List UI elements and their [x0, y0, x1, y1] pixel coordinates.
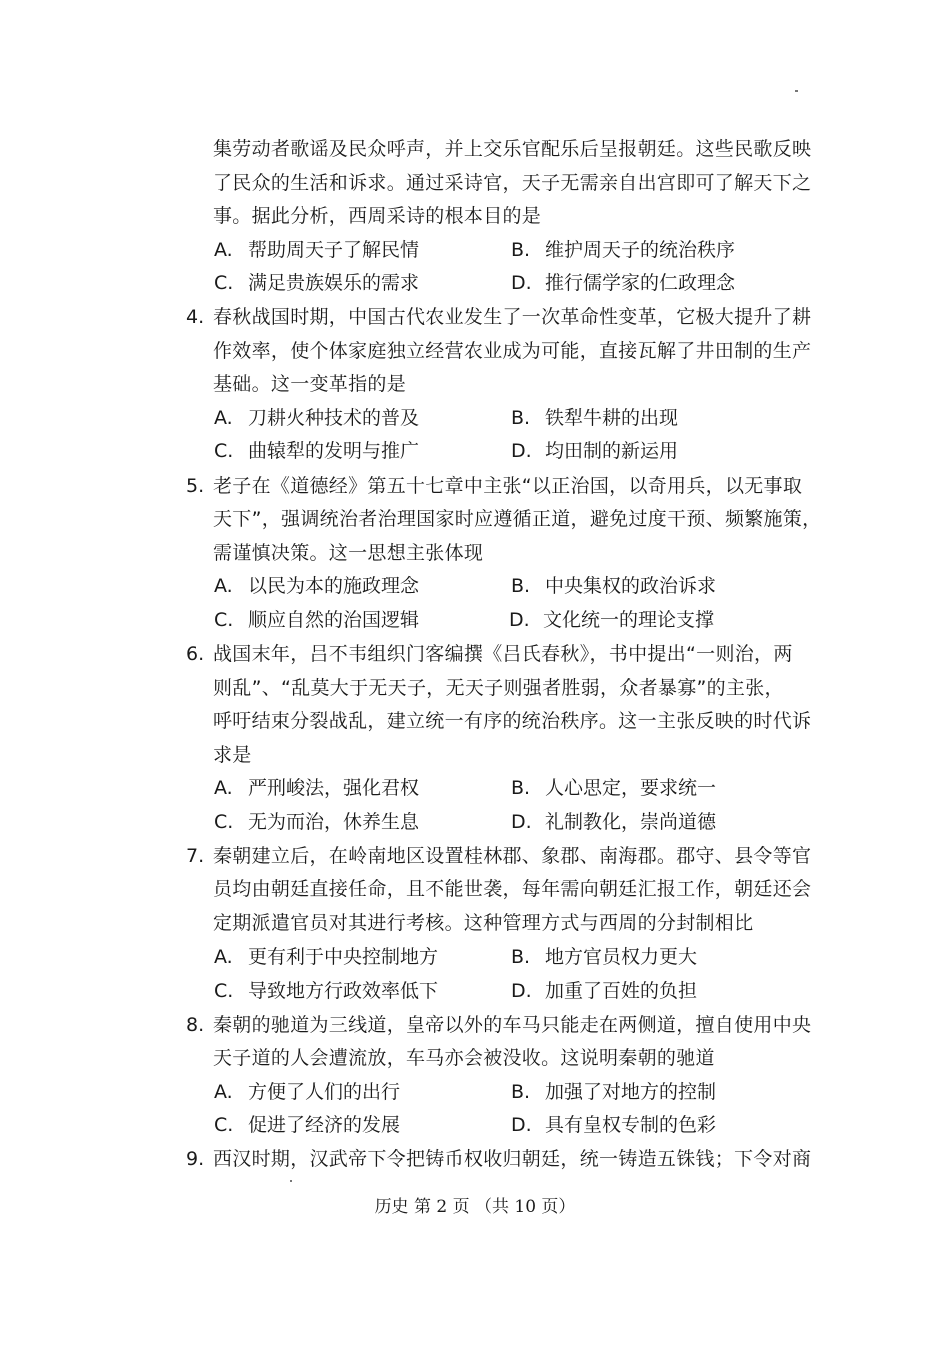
question-7-line-3: 定期派遣官员对其进行考核。这种管理方式与西周的分封制相比 — [213, 912, 754, 934]
question-4-option-d: D. 均田制的新运用 — [511, 440, 679, 462]
question-5-option-c: C. 顺应自然的治国逻辑 — [214, 609, 420, 631]
page-footer: 历史 第 2 页 （共 10 页） — [374, 1197, 576, 1217]
question-6-number: 6. — [186, 643, 205, 665]
question-5-number: 5. — [186, 475, 205, 497]
question-7-option-b: B. 地方官员权力更大 — [511, 946, 698, 968]
question-7-number: 7. — [186, 845, 205, 867]
question-6-option-a: A. 严刑峻法，强化君权 — [214, 777, 420, 799]
question-7-option-d: D. 加重了百姓的负担 — [511, 980, 698, 1002]
question-8-line-1: 秦朝的驰道为三线道，皇帝以外的车马只能走在两侧道，擅自使用中央 — [213, 1014, 812, 1036]
question-5-option-d: D. 文化统一的理论支撑 — [509, 609, 715, 631]
question-9-number: 9. — [186, 1148, 205, 1170]
question-5-line-3: 需谨慎决策。这一思想主张体现 — [213, 542, 484, 564]
question-6-line-1: 战国末年，吕不韦组织门客编撰《吕氏春秋》，书中提出“一则治，两 — [213, 643, 793, 665]
question-3-option-d: D. 推行儒学家的仁政理念 — [511, 272, 736, 294]
question-8-line-2: 天子道的人会遭流放，车马亦会被没收。这说明秦朝的驰道 — [213, 1047, 715, 1069]
question-6-line-3: 呼吁结束分裂战乱，建立统一有序的统治秩序。这一主张反映的时代诉 — [213, 710, 812, 732]
question-7-line-1: 秦朝建立后，在岭南地区设置桂林郡、象郡、南海郡。郡守、县令等官 — [213, 845, 812, 867]
question-7-option-c: C. 导致地方行政效率低下 — [214, 980, 439, 1002]
question-5-line-2: 天下”，强调统治者治理国家时应遵循正道，避免过度干预、频繁施策， — [213, 508, 822, 530]
question-3-option-c: C. 满足贵族娱乐的需求 — [214, 272, 420, 294]
question-8-number: 8. — [186, 1014, 205, 1036]
question-6-line-4: 求是 — [213, 744, 252, 766]
question-4-option-a: A. 刀耕火种技术的普及 — [214, 407, 420, 429]
question-9-line-1: 西汉时期，汉武帝下令把铸币权收归朝廷，统一铸造五铢钱；下令对商 — [213, 1148, 812, 1170]
question-6-option-b: B. 人心思定，要求统一 — [511, 777, 717, 799]
question-6-option-d: D. 礼制教化，崇尚道德 — [511, 811, 717, 833]
question-5-line-1: 老子在《道德经》第五十七章中主张“以正治国，以奇用兵，以无事取 — [213, 475, 803, 497]
question-3-option-a: A. 帮助周天子了解民情 — [214, 239, 420, 261]
question-4-line-2: 作效率，使个体家庭独立经营农业成为可能，直接瓦解了井田制的生产 — [213, 340, 812, 362]
question-4-option-c: C. 曲辕犁的发明与推广 — [214, 440, 420, 462]
question-5-option-a: A. 以民为本的施政理念 — [214, 575, 420, 597]
question-8-option-b: B. 加强了对地方的控制 — [511, 1081, 717, 1103]
question-8-option-c: C. 促进了经济的发展 — [214, 1114, 401, 1136]
question-3-option-b: B. 维护周天子的统治秩序 — [511, 239, 736, 261]
question-5-option-b: B. 中央集权的政治诉求 — [511, 575, 717, 597]
scan-speck — [290, 1180, 292, 1182]
question-3-line-1: 集劳动者歌谣及民众呼声，并上交乐官配乐后呈报朝廷。这些民歌反映 — [213, 138, 812, 160]
question-4-option-b: B. 铁犁牛耕的出现 — [511, 407, 679, 429]
question-4-line-3: 基础。这一变革指的是 — [213, 373, 407, 395]
question-7-line-2: 员均由朝廷直接任命，且不能世袭，每年需向朝廷汇报工作，朝廷还会 — [213, 878, 812, 900]
question-7-option-a: A. 更有利于中央控制地方 — [214, 946, 439, 968]
question-3-line-2: 了民众的生活和诉求。通过采诗官，天子无需亲自出宫即可了解天下之 — [213, 172, 812, 194]
question-4-line-1: 春秋战国时期，中国古代农业发生了一次革命性变革，它极大提升了耕 — [213, 306, 812, 328]
question-6-line-2: 则乱”、“乱莫大于无天子，无天子则强者胜弱，众者暴寡”的主张， — [213, 677, 784, 699]
question-8-option-d: D. 具有皇权专制的色彩 — [511, 1114, 717, 1136]
question-4-number: 4. — [186, 306, 205, 328]
question-6-option-c: C. 无为而治，休养生息 — [214, 811, 420, 833]
question-3-line-3: 事。据此分析，西周采诗的根本目的是 — [213, 205, 542, 227]
scan-speck — [795, 90, 798, 92]
question-8-option-a: A. 方便了人们的出行 — [214, 1081, 401, 1103]
